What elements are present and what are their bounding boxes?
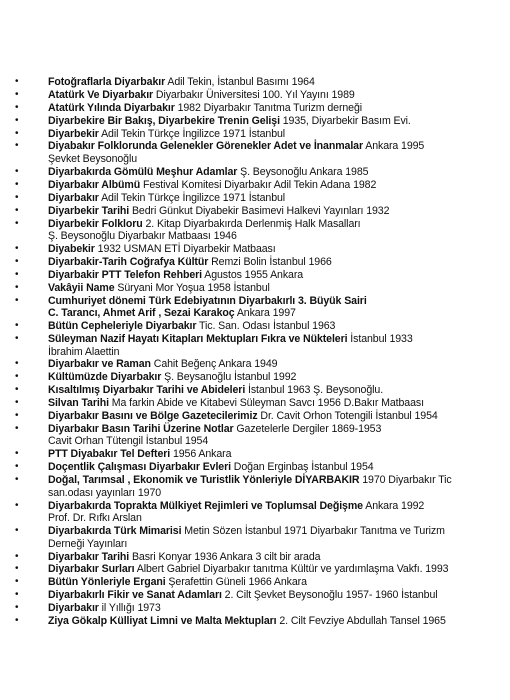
bullet-icon: • bbox=[15, 384, 19, 396]
bibliography-entry bbox=[0, 525, 510, 550]
entry-title: Kısaltılmış Diyarbakır Tarihi ve Abideleri bbox=[48, 384, 246, 397]
bibliography-entry bbox=[0, 474, 510, 499]
entry-title: Diyarbakırda Türk Mimarisi bbox=[48, 525, 182, 538]
entry-continuation: Ş. Beysonoğlu Diyarbakır Matbaası 1946 bbox=[48, 230, 237, 243]
entry-title: Diyarbakir-Tarih Coğrafya Kültür bbox=[48, 255, 209, 268]
entry-details: Bedri Günkut Diyabekir Basimevi Halkevi Yayınları 1932 bbox=[129, 204, 390, 217]
entry-continuation-title: C. Tarancı, Ahmet Arif , Sezai Karakoç bbox=[48, 307, 235, 320]
entry-details: Basri Konyar 1936 Ankara 3 cilt bir arada bbox=[129, 550, 321, 563]
entry-continuation: Şevket Beysonoğlu bbox=[48, 153, 137, 166]
entry-title: PTT Diyabakır Tel Defteri bbox=[48, 448, 171, 461]
entry-title: Cumhuriyet dönemi Türk Edebiyatının Diyarbakırlı 3. Büyük Sairi bbox=[48, 294, 367, 307]
bibliography-entry bbox=[0, 269, 510, 282]
entry-details: 1970 Diyarbakır Tic bbox=[359, 474, 452, 487]
entry-title: Kültümüzde Diyarbakır bbox=[48, 371, 162, 384]
entry-title: Diyarbakır bbox=[48, 602, 99, 615]
entry-title: Diyarbakır ve Raman bbox=[48, 358, 151, 371]
entry-title: Diyarbekir Folkloru bbox=[48, 217, 143, 230]
entry-details: 1982 Diyarbakır Tanıtma Turizm derneği bbox=[174, 101, 363, 114]
bibliography-entry bbox=[0, 551, 510, 564]
entry-details: 2. Kitap Diyarbakırda Derlenmiş Halk Masalları bbox=[142, 217, 361, 230]
entry-continuation: İbrahim Alaettin bbox=[48, 345, 120, 358]
entry-details: Ankara 1992 bbox=[362, 499, 425, 512]
entry-details: Ankara 1995 bbox=[362, 140, 425, 153]
entry-continuation bbox=[48, 307, 496, 320]
bibliography-entry bbox=[0, 243, 510, 256]
entry-title: Diyabakır Folklorunda Gelenekler Görenekler Adet ve İnanmalar bbox=[48, 140, 363, 153]
bibliography-entry bbox=[0, 576, 510, 589]
entry-details: Dr. Cavit Orhon Totengili İstanbul 1954 bbox=[257, 409, 438, 422]
entry-details: Adil Tekin Türkçe İngilizce 1971 İstanbul bbox=[98, 191, 286, 204]
entry-details: Doğan Erginbaş İstanbul 1954 bbox=[230, 461, 374, 474]
bibliography-entry bbox=[0, 563, 510, 576]
entry-continuation: Prof. Dr. Rıfkı Arslan bbox=[48, 512, 142, 525]
entry-title: Vakâyii Name bbox=[48, 281, 115, 294]
entry-details: 2. Cilt Fevziye Abdullah Tansel 1965 bbox=[276, 615, 446, 628]
bibliography-entry bbox=[0, 384, 510, 397]
bullet-icon: • bbox=[15, 165, 19, 177]
entry-details: 2. Cilt Şevket Beysonoğlu 1957- 1960 İstanbul bbox=[221, 589, 438, 602]
bullet-icon: • bbox=[15, 242, 19, 254]
entry-title: Diyarbakırda Toprakta Mülkiyet Rejimleri ve Toplumsal Değişme bbox=[48, 499, 363, 512]
bullet-icon: • bbox=[15, 178, 19, 190]
bullet-icon: • bbox=[15, 602, 19, 614]
entry-title: Diyarbakırlı Fikir ve Sanat Adamları bbox=[48, 589, 222, 602]
bibliography-entry bbox=[0, 140, 510, 165]
entry-title: Doçentlik Çalışması Diyarbakır Evleri bbox=[48, 461, 231, 474]
bullet-icon: • bbox=[15, 448, 19, 460]
bibliography-entry bbox=[0, 115, 510, 128]
entry-continuation-details: Ankara 1997 bbox=[234, 307, 296, 320]
entry-details: İstanbul 1963 Ş. Beysonoğlu. bbox=[245, 384, 384, 397]
bullet-icon: • bbox=[15, 281, 19, 293]
bullet-icon: • bbox=[15, 76, 19, 87]
entry-details: Metin Sözen İstanbul 1971 Diyarbakır Tanıtma ve Turizm bbox=[181, 525, 445, 538]
bibliography-entry bbox=[0, 192, 510, 205]
bullet-icon: • bbox=[15, 204, 19, 216]
entry-title: Diyarbekire Bir Bakış, Diyarbekire Trenin Gelişi bbox=[48, 114, 280, 127]
bibliography-entry bbox=[0, 166, 510, 179]
bibliography-entry bbox=[0, 461, 510, 474]
bibliography-entry bbox=[0, 615, 510, 628]
bibliography-entry bbox=[0, 500, 510, 525]
entry-details: Süryani Mor Yoşua 1958 İstanbul bbox=[114, 281, 270, 294]
bullet-icon: • bbox=[15, 397, 19, 409]
bullet-icon: • bbox=[15, 127, 19, 139]
entry-details: Adil Tekin Türkçe İngilizce 1971 İstanbul bbox=[98, 127, 286, 140]
bibliography-entry bbox=[0, 320, 510, 333]
bibliography-entry bbox=[0, 218, 510, 243]
bibliography-entry bbox=[0, 102, 510, 115]
entry-details: 1956 Ankara bbox=[170, 448, 232, 461]
entry-continuation: Cavit Orhan Tütengil İstanbul 1954 bbox=[48, 435, 209, 448]
bullet-icon: • bbox=[15, 140, 19, 152]
bibliography-entry bbox=[0, 358, 510, 371]
bibliography-entry bbox=[0, 589, 510, 602]
bibliography-entry bbox=[0, 282, 510, 295]
entry-title: Diyarbakır Tarihi bbox=[48, 550, 130, 563]
bullet-icon: • bbox=[15, 409, 19, 421]
bibliography-list bbox=[0, 76, 510, 628]
entry-continuation: Derneği Yayınları bbox=[48, 537, 128, 550]
entry-title: Atatürk Yılında Diyarbakır bbox=[48, 101, 175, 114]
bullet-icon: • bbox=[15, 576, 19, 588]
entry-details: Albert Gabriel Diyarbakır tanıtma Kültür ve yardımlaşma Vakfı. 1993 bbox=[134, 563, 449, 576]
entry-details: 1932 USMAN ETİ Diyarbekir Matbaası bbox=[94, 242, 276, 255]
entry-details: Festival Komitesi Diyarbakır Adil Tekin Adana 1982 bbox=[140, 178, 377, 191]
entry-details: İstanbul 1933 bbox=[347, 332, 413, 345]
bibliography-entry bbox=[0, 179, 510, 192]
bullet-icon: • bbox=[15, 563, 19, 575]
bibliography-entry bbox=[0, 128, 510, 141]
entry-title: Diyarbekir Tarihi bbox=[48, 204, 130, 217]
entry-title: Bütün Yönleriyle Ergani bbox=[48, 576, 166, 589]
entry-title: Diyarbekir bbox=[48, 127, 99, 140]
entry-title: Atatürk Ve Diyarbakır bbox=[48, 88, 154, 101]
bullet-icon: • bbox=[15, 550, 19, 562]
entry-title: Diyabekir bbox=[48, 242, 95, 255]
bullet-icon: • bbox=[15, 358, 19, 370]
bullet-icon: • bbox=[15, 525, 19, 537]
entry-title: Süleyman Nazif Hayatı Kitapları Mektupları Fıkra ve Nükteleri bbox=[48, 332, 348, 345]
entry-title: Diyarbakır Surları bbox=[48, 563, 135, 576]
bullet-icon: • bbox=[15, 294, 19, 306]
bullet-icon: • bbox=[15, 422, 19, 434]
bullet-icon: • bbox=[15, 589, 19, 601]
entry-details: Cahit Beğenç Ankara 1949 bbox=[150, 358, 278, 371]
entry-title: Diyarbakır bbox=[48, 191, 99, 204]
bullet-icon: • bbox=[15, 101, 19, 113]
bibliography-entry bbox=[0, 602, 510, 615]
bibliography-entry bbox=[0, 333, 510, 358]
bibliography-entry bbox=[0, 397, 510, 410]
bibliography-entry bbox=[0, 256, 510, 269]
bullet-icon: • bbox=[15, 332, 19, 344]
bullet-icon: • bbox=[15, 255, 19, 267]
bullet-icon: • bbox=[15, 88, 19, 100]
bibliography-entry bbox=[0, 76, 510, 89]
bullet-icon: • bbox=[15, 474, 19, 486]
entry-title: Ziya Gökalp Külliyat Limni ve Malta Mektupları bbox=[48, 615, 277, 628]
entry-details: Ş. Beysonoğlu Ankara 1985 bbox=[237, 165, 369, 178]
entry-title: Diyarbakır Albümü bbox=[48, 178, 141, 191]
bullet-icon: • bbox=[15, 217, 19, 229]
entry-details: Agustos 1955 Ankara bbox=[201, 268, 304, 281]
entry-details: Diyarbakır Üniversitesi 100. Yıl Yayını 1989 bbox=[153, 88, 355, 101]
entry-details: Ma farkin Abide ve Kitabevi Süleyman Savcı 1956 D.Bakır Matbaası bbox=[108, 397, 424, 410]
bibliography-entry bbox=[0, 423, 510, 448]
bullet-icon: • bbox=[15, 268, 19, 280]
bibliography-entry bbox=[0, 205, 510, 218]
bullet-icon: • bbox=[15, 615, 19, 627]
entry-details: Şerafettin Güneli 1966 Ankara bbox=[165, 576, 307, 589]
bullet-icon: • bbox=[15, 114, 19, 126]
bullet-icon: • bbox=[15, 499, 19, 511]
entry-details: Ş. Beysanoğlu İstanbul 1992 bbox=[161, 371, 297, 384]
entry-title: Diyarbakır Basını ve Bölge Gazetecilerimiz bbox=[48, 409, 258, 422]
entry-title: Bütün Cepheleriyle Diyarbakır bbox=[48, 320, 197, 333]
bullet-icon: • bbox=[15, 461, 19, 473]
entry-details: Remzi Bolin İstanbul 1966 bbox=[208, 255, 332, 268]
entry-title: Diyarbakırda Gömülü Meşhur Adamlar bbox=[48, 165, 238, 178]
entry-details: Tic. San. Odası İstanbul 1963 bbox=[196, 320, 336, 333]
bibliography-entry bbox=[0, 410, 510, 423]
entry-title: Diyarbakır Basın Tarihi Üzerine Notlar bbox=[48, 422, 234, 435]
bibliography-entry bbox=[0, 89, 510, 102]
entry-title: Silvan Tarihi bbox=[48, 397, 109, 410]
entry-title: Doğal, Tarımsal , Ekonomik ve Turistlik Yönleriyle DİYARBAKIR bbox=[48, 474, 360, 487]
bibliography-entry bbox=[0, 448, 510, 461]
entry-continuation: san.odası yayınları 1970 bbox=[48, 486, 162, 499]
entry-details: 1935, Diyarbekir Basım Evi. bbox=[279, 114, 411, 127]
entry-details: il Yıllığı 1973 bbox=[98, 602, 161, 615]
entry-details: Gazetelerle Dergiler 1869-1953 bbox=[233, 422, 382, 435]
bibliography-entry bbox=[0, 371, 510, 384]
entry-details: Adil Tekin, İstanbul Basımı 1964 bbox=[165, 76, 315, 88]
entry-title: Diyarbakir PTT Telefon Rehberi bbox=[48, 268, 202, 281]
bullet-icon: • bbox=[15, 320, 19, 332]
bullet-icon: • bbox=[15, 371, 19, 383]
bibliography-entry bbox=[0, 295, 510, 320]
bullet-icon: • bbox=[15, 191, 19, 203]
entry-title: Fotoğraflarla Diyarbakır bbox=[48, 76, 166, 88]
